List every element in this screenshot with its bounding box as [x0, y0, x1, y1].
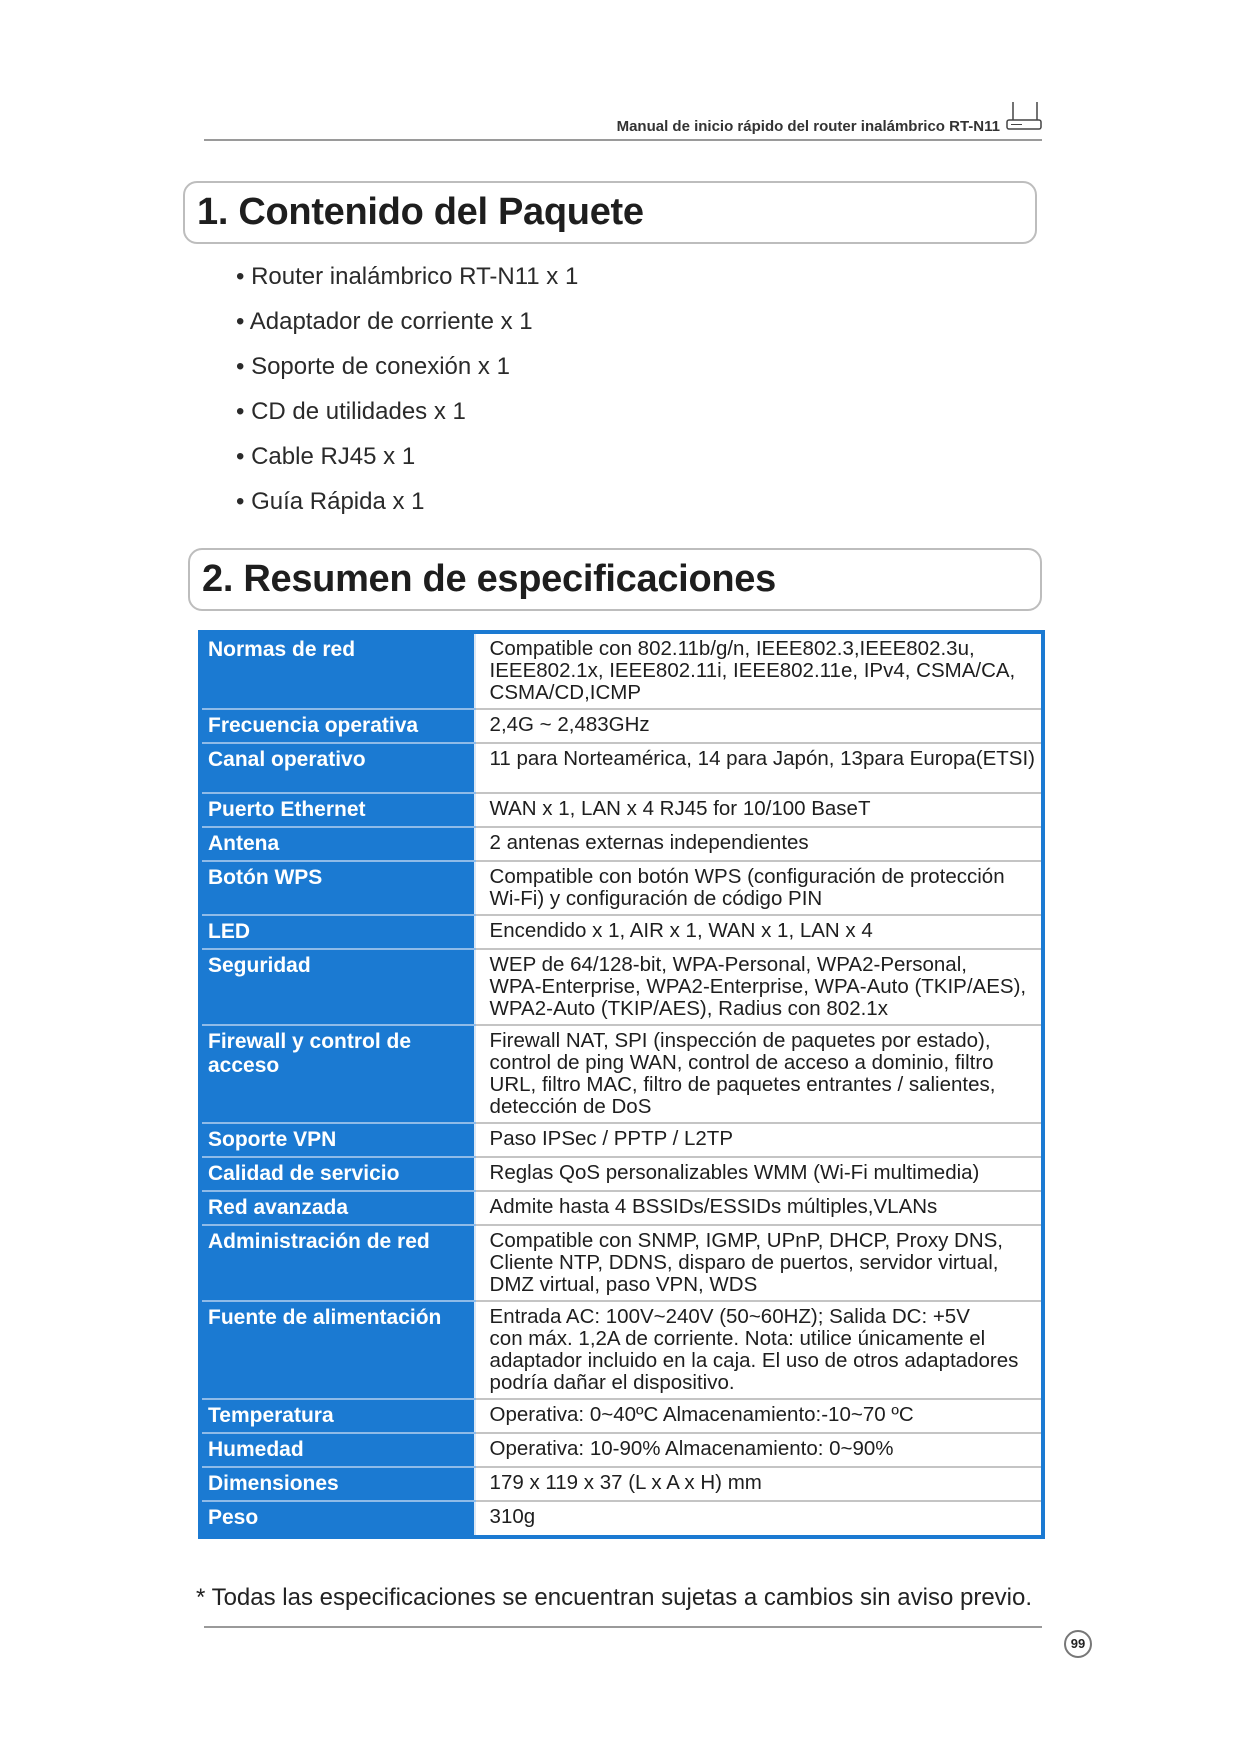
- table-row: [200, 1191, 1043, 1225]
- spec-value: [475, 1157, 1043, 1191]
- spec-value: [475, 632, 1043, 709]
- spec-label: Canal operativo: [200, 743, 475, 793]
- list-item: • Cable RJ45 x 1: [236, 440, 578, 485]
- spec-label: Peso: [200, 1501, 475, 1537]
- spec-value-line: DMZ virtual, paso VPN, WDS: [489, 1273, 758, 1296]
- page-number: 99: [1064, 1630, 1092, 1658]
- spec-label: Firewall y control de acceso: [200, 1025, 475, 1123]
- spec-value-line: WPA2-Auto (TKIP/AES), Radius con 802.1x: [489, 997, 888, 1020]
- spec-value: [475, 709, 1043, 743]
- spec-value-line: 310g: [489, 1505, 536, 1528]
- list-item: • Adaptador de corriente x 1: [236, 305, 578, 350]
- package-contents-list: [236, 260, 578, 530]
- spec-value-line: 179 x 119 x 37 (L x A x H) mm: [489, 1471, 762, 1494]
- spec-value-line: podría dañar el dispositivo.: [489, 1371, 735, 1394]
- spec-value-line: Entrada AC: 100V~240V (50~60HZ); Salida DC: +5V: [489, 1305, 970, 1328]
- section-1-header: [183, 181, 1037, 244]
- spec-value-line: Encendido x 1, AIR x 1, WAN x 1, LAN x 4: [489, 919, 873, 942]
- spec-value-line: 2,4G ~ 2,483GHz: [489, 713, 650, 736]
- table-row: [200, 1467, 1043, 1501]
- header-divider: [204, 139, 1042, 141]
- spec-label: Dimensiones: [200, 1467, 475, 1501]
- table-row: [200, 949, 1043, 1025]
- spec-value: [475, 743, 1043, 793]
- spec-value: [475, 1025, 1043, 1123]
- spec-value-line: Firewall NAT, SPI (inspección de paquetes por estado),: [489, 1029, 991, 1052]
- spec-value-line: Operativa: 0~40ºC Almacenamiento:-10~70 ºC: [489, 1403, 914, 1426]
- table-row: [200, 1025, 1043, 1123]
- list-item: • CD de utilidades x 1: [236, 395, 578, 440]
- table-row: [200, 861, 1043, 915]
- list-item: • Soporte de conexión x 1: [236, 350, 578, 395]
- spec-value-line: 11 para Norteamérica, 14 para Japón, 13para Europa(ETSI): [489, 747, 1035, 770]
- table-row: [200, 1433, 1043, 1467]
- section-1-title: 1. Contenido del Paquete: [197, 191, 644, 233]
- spec-label: Red avanzada: [200, 1191, 475, 1225]
- spec-value: [475, 1191, 1043, 1225]
- spec-value-line: CSMA/CD,ICMP: [489, 681, 642, 704]
- table-row: [200, 1399, 1043, 1433]
- list-item: • Guía Rápida x 1: [236, 485, 578, 530]
- table-row: [200, 1501, 1043, 1537]
- spec-value: [475, 827, 1043, 861]
- table-row: [200, 632, 1043, 709]
- spec-label: Humedad: [200, 1433, 475, 1467]
- table-row: [200, 709, 1043, 743]
- spec-value-line: Wi-Fi) y configuración de código PIN: [489, 887, 823, 910]
- spec-label: Botón WPS: [200, 861, 475, 915]
- spec-value: [475, 915, 1043, 949]
- table-row: [200, 1123, 1043, 1157]
- spec-value-line: control de ping WAN, control de acceso a dominio, filtro: [489, 1051, 994, 1074]
- spec-label: Temperatura: [200, 1399, 475, 1433]
- manual-title: Manual de inicio rápido del router inalámbrico RT-N11: [616, 118, 1000, 135]
- table-row: [200, 793, 1043, 827]
- table-row: [200, 1225, 1043, 1301]
- spec-value: [475, 1433, 1043, 1467]
- spec-value: [475, 949, 1043, 1025]
- spec-value-line: WPA-Enterprise, WPA2-Enterprise, WPA-Auto (TKIP/AES),: [489, 975, 1027, 998]
- table-row: [200, 1157, 1043, 1191]
- spec-value-line: Compatible con botón WPS (configuración de protección: [489, 865, 1005, 888]
- spec-value-line: Compatible con SNMP, IGMP, UPnP, DHCP, Proxy DNS,: [489, 1229, 1004, 1252]
- table-row: [200, 915, 1043, 949]
- spec-value-line: Admite hasta 4 BSSIDs/ESSIDs múltiples,VLANs: [489, 1195, 938, 1218]
- spec-value-line: Compatible con 802.11b/g/n, IEEE802.3,IEEE802.3u,: [489, 637, 975, 660]
- spec-value: [475, 1399, 1043, 1433]
- spec-label: LED: [200, 915, 475, 949]
- spec-label: Antena: [200, 827, 475, 861]
- section-2-header: [188, 548, 1042, 611]
- spec-value: [475, 1301, 1043, 1399]
- specifications-table: [198, 630, 1045, 1539]
- spec-label: Administración de red: [200, 1225, 475, 1301]
- spec-value: [475, 1501, 1043, 1537]
- table-row: [200, 1301, 1043, 1399]
- spec-label: Frecuencia operativa: [200, 709, 475, 743]
- spec-value: [475, 1467, 1043, 1501]
- spec-value-line: Operativa: 10-90% Almacenamiento: 0~90%: [489, 1437, 894, 1460]
- spec-value-line: adaptador incluido en la caja. El uso de otros adaptadores: [489, 1349, 1019, 1372]
- spec-label: Calidad de servicio: [200, 1157, 475, 1191]
- section-2-title: 2. Resumen de especificaciones: [202, 558, 776, 600]
- spec-value-line: Paso IPSec / PPTP / L2TP: [489, 1127, 734, 1150]
- spec-label: Normas de red: [200, 632, 475, 709]
- router-icon: [1004, 96, 1044, 136]
- spec-value: [475, 861, 1043, 915]
- table-row: [200, 743, 1043, 793]
- spec-value: [475, 1123, 1043, 1157]
- spec-value-line: Cliente NTP, DDNS, disparo de puertos, servidor virtual,: [489, 1251, 999, 1274]
- spec-value-line: con máx. 1,2A de corriente. Nota: utilice únicamente el: [489, 1327, 986, 1350]
- spec-value-line: WAN x 1, LAN x 4 RJ45 for 10/100 BaseT: [489, 797, 871, 820]
- spec-value-line: detección de DoS: [489, 1095, 652, 1118]
- spec-value-line: 2 antenas externas independientes: [489, 831, 809, 854]
- spec-value-line: IEEE802.1x, IEEE802.11i, IEEE802.11e, IPv4, CSMA/CA,: [489, 659, 1016, 682]
- spec-value-line: WEP de 64/128-bit, WPA-Personal, WPA2-Personal,: [489, 953, 967, 976]
- spec-value-line: URL, filtro MAC, filtro de paquetes entrantes / salientes,: [489, 1073, 996, 1096]
- spec-label: Soporte VPN: [200, 1123, 475, 1157]
- spec-value-line: Reglas QoS personalizables WMM (Wi-Fi multimedia): [489, 1161, 980, 1184]
- footnote: * Todas las especificaciones se encuentran sujetas a cambios sin aviso previo.: [196, 1584, 1033, 1611]
- table-row: [200, 827, 1043, 861]
- spec-label: Puerto Ethernet: [200, 793, 475, 827]
- spec-label: Fuente de alimentación: [200, 1301, 475, 1399]
- spec-label: Seguridad: [200, 949, 475, 1025]
- spec-value: [475, 1225, 1043, 1301]
- spec-value: [475, 793, 1043, 827]
- list-item: • Router inalámbrico RT-N11 x 1: [236, 260, 578, 305]
- footer-divider: [204, 1626, 1042, 1628]
